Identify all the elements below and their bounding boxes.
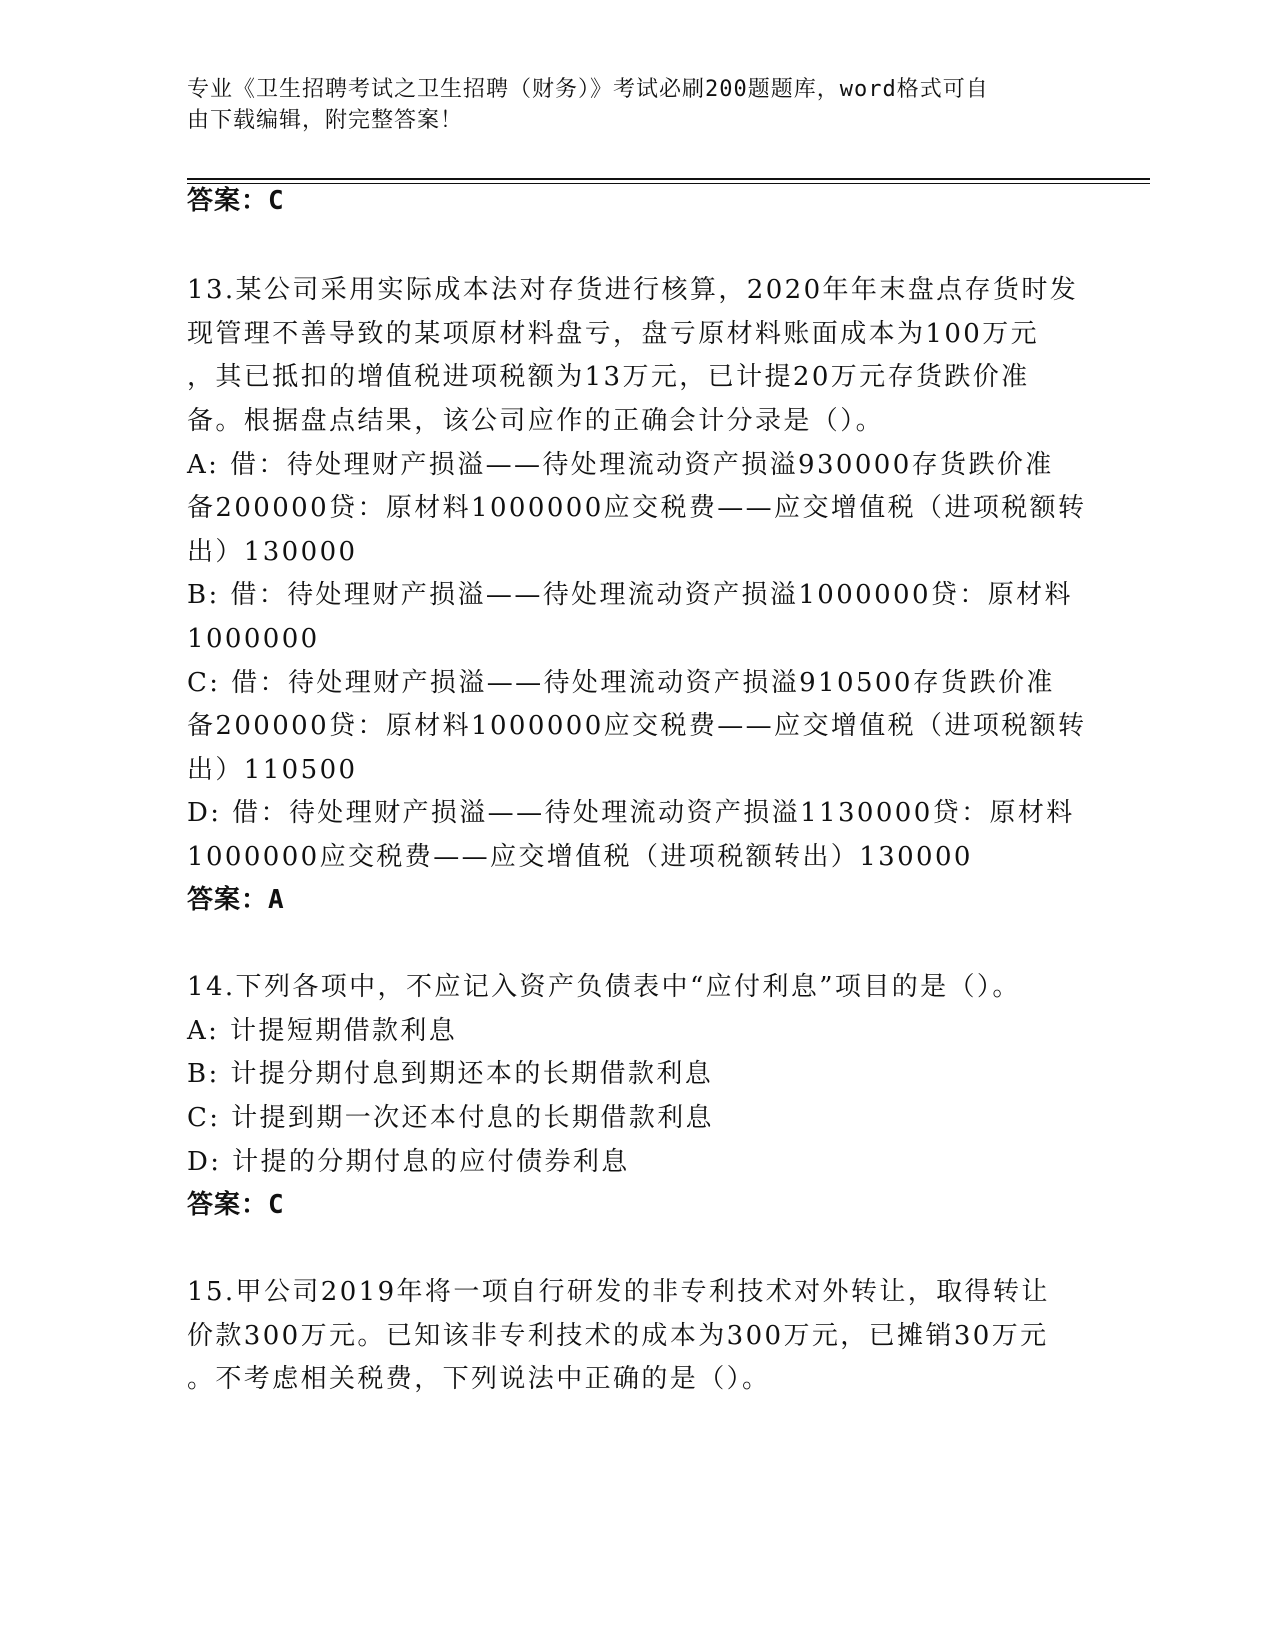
q13-line: 备。根据盘点结果，该公司应作的正确会计分录是（）。 — [187, 406, 885, 436]
page-header — [187, 74, 1067, 136]
previous-answer: 答案：C — [187, 186, 285, 216]
header-divider-thin — [187, 183, 1150, 184]
q13-option-a: A: 借：待处理财产损溢——待处理流动资产损溢930000存货跌价准 — [187, 450, 1054, 480]
q13-option-c-cont: 备200000贷：原材料1000000应交税费——应交增值税（进项税额转 — [187, 711, 1087, 741]
q13-option-d-cont: 1000000应交税费——应交增值税（进项税额转出）130000 — [187, 842, 973, 872]
q13-option-b-cont: 1000000 — [187, 624, 320, 654]
q14-stem: 14.下列各项中，不应记入资产负债表中“应付利息”项目的是（）。 — [187, 972, 1021, 1002]
header-line-1: 专业《卫生招聘考试之卫生招聘（财务）》考试必刷200题题库，word格式可自 — [187, 77, 989, 102]
q13-line: ，其已抵扣的增值税进项税额为13万元，已计提20万元存货跌价准 — [187, 362, 1030, 392]
header-line-2: 由下载编辑，附完整答案！ — [187, 108, 464, 133]
q13-option-a-cont: 出）130000 — [187, 537, 358, 567]
q14-option-a: A: 计提短期借款利息 — [187, 1016, 458, 1046]
q15-line: 15.甲公司2019年将一项自行研发的非专利技术对外转让，取得转让 — [187, 1277, 1050, 1307]
q13-option-b: B: 借：待处理财产损溢——待处理流动资产损溢1000000贷：原材料 — [187, 580, 1073, 610]
q13-option-c: C: 借：待处理财产损溢——待处理流动资产损溢910500存货跌价准 — [187, 668, 1055, 698]
q15-line: 。不考虑相关税费，下列说法中正确的是（）。 — [187, 1364, 771, 1394]
q13-line: 13.某公司采用实际成本法对存货进行核算，2020年年末盘点存货时发 — [187, 275, 1079, 305]
q13-answer: 答案：A — [187, 885, 285, 915]
header-divider — [187, 178, 1150, 180]
q14-option-c: C: 计提到期一次还本付息的长期借款利息 — [187, 1103, 714, 1133]
q14-answer: 答案：C — [187, 1190, 285, 1220]
q13-option-a-cont: 备200000贷：原材料1000000应交税费——应交增值税（进项税额转 — [187, 493, 1087, 523]
q14-option-b: B: 计提分期付息到期还本的长期借款利息 — [187, 1059, 714, 1089]
q13-line: 现管理不善导致的某项原材料盘亏，盘亏原材料账面成本为100万元 — [187, 319, 1040, 349]
q15-line: 价款300万元。已知该非专利技术的成本为300万元，已摊销30万元 — [187, 1321, 1049, 1351]
q14-option-d: D: 计提的分期付息的应付债券利息 — [187, 1147, 630, 1177]
q13-option-c-cont: 出）110500 — [187, 755, 358, 785]
q13-option-d: D: 借：待处理财产损溢——待处理流动资产损溢1130000贷：原材料 — [187, 798, 1075, 828]
